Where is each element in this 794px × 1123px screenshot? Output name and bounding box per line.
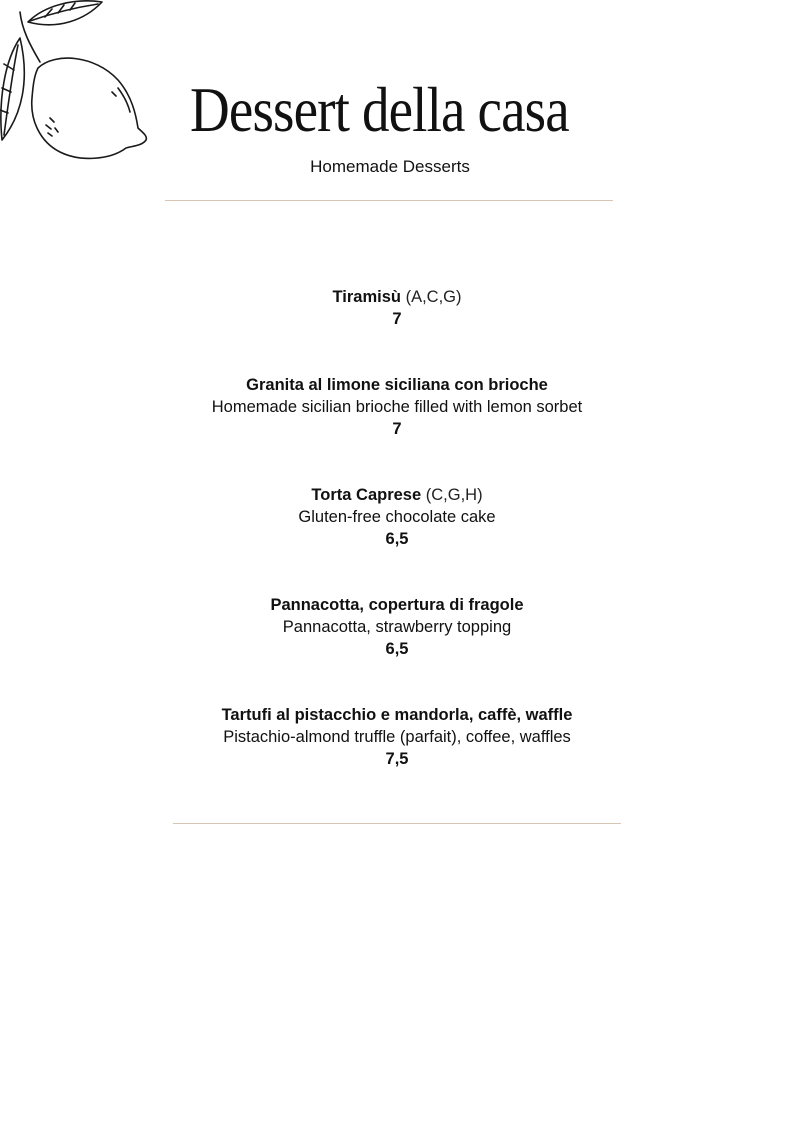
menu-item [0,286,794,330]
page-subtitle: Homemade Desserts [310,157,470,176]
item-name: Pannacotta, copertura di fragole [270,596,524,614]
item-allergens: (C,G,H) [425,486,483,504]
item-name: Granita al limone siciliana con brioche [246,376,548,394]
lemon-sketch-icon [0,0,150,165]
item-description: Homemade sicilian brioche filled with lemon sorbet [211,398,583,416]
item-price: 7,5 [385,750,409,768]
item-price: 6,5 [385,530,409,548]
page-title: Dessert della casa [190,74,569,145]
top-divider [165,200,613,201]
menu-item [0,484,794,550]
item-name: Tartufi al pistacchio e mandorla, caffè, waffle [221,706,573,724]
item-description: Pistachio-almond truffle (parfait), coffee, waffles [223,728,571,746]
item-name: Torta Caprese [311,486,422,504]
menu-item [0,704,794,770]
bottom-divider [173,823,621,824]
item-price: 7 [392,420,402,438]
item-description: Gluten-free chocolate cake [298,508,496,526]
item-name: Tiramisù [332,288,401,306]
item-description: Pannacotta, strawberry topping [282,618,512,636]
item-price: 7 [392,310,402,328]
dessert-menu-list [0,286,794,814]
item-price: 6,5 [385,640,409,658]
menu-item [0,594,794,660]
menu-item [0,374,794,440]
item-allergens: (A,C,G) [405,288,462,306]
